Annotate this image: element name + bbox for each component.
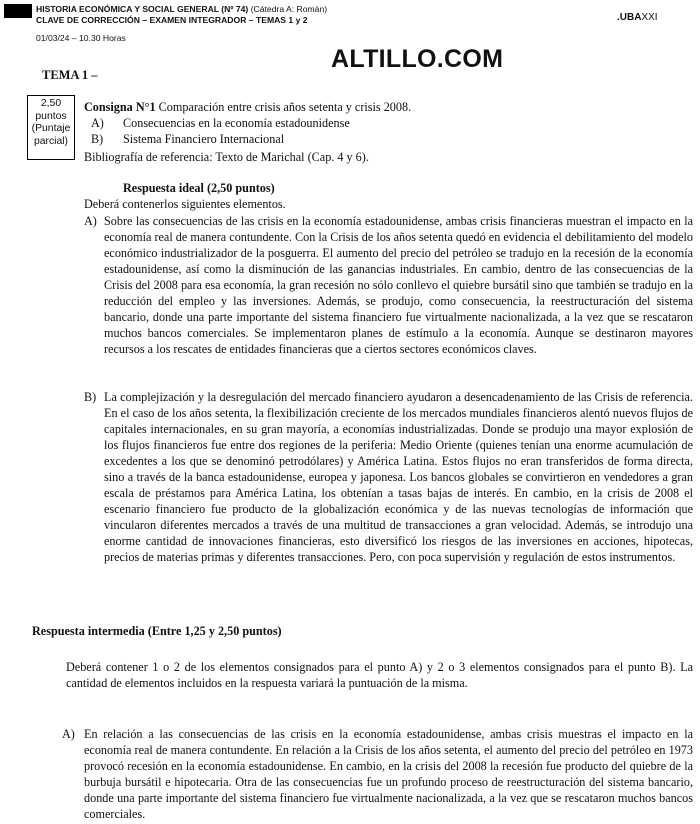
score-unit: puntos bbox=[35, 110, 67, 122]
score-value: 2,50 bbox=[40, 98, 62, 109]
uba-logo-light: XXI bbox=[641, 12, 658, 23]
score-box bbox=[27, 95, 75, 160]
header-subject-line bbox=[36, 4, 327, 14]
consigna-heading bbox=[84, 100, 411, 114]
intermedia-a-paragraph: En relación a las consecuencias de las crisis en la economía estadounidense, ambas crisis muestras el impacto en la economía real de manera contundente. En relación a la Crisis de los años setenta, el aumento del precio del petróleo en 1973 provocó recesión en la economía estadounidense. En cambio, en la crisis del 2008 la recesión fue producto del quiebre de la burbuja bursátil e hipotecaria. Otra de las consecuencias fue un profundo proceso de reestructuración del sistema bancario, donde una parte importante del sistema financiero fue virtualmente nacionalizada, a la vez que se rescataron muchos bancos comerciales. bbox=[84, 727, 693, 821]
ideal-b-paragraph: La complejización y la desregulación del mercado financiero ayudaron a desencadenamiento de las Crisis de referencia. En el caso de los años setenta, la flexibilización creciente de los mercados mundiales financieros alentó nuevos flujos de capitales internacionales, en su gran mayoría, a economías industrializadas. Donde se produjo una mayor explosión de los flujos financieros fue entre dos regiones de la periferia: Medio Oriente (quienes tenían una enorme acumulación de excedentes a los que se denominó petrodólares) y América Latina. Estos flujos no eran transferidos de forma directa, sino a través de la banca estadounidense, europea y japonesa. Los bancos globales se convirtieron en vendedores a gran escala de préstamos para América Latina, los obtenían a tasas bajas de interés. En cambio, en la crisis de 2008 el escenario financiero fue producto de la globalización económica y de las nuevas tecnologías de información que vincularon diferentes mercados a través de una multitud de transacciones a gran velocidad. Además, se introdujo una enorme cantidad de innovaciones financieras, esto diversificó los riesgos de las inversiones en acciones, hipotecas, precios de materias primas y diferentes transacciones. Pero, con poca supervisión y regulación de estos instrumentos. bbox=[104, 390, 693, 564]
subject-title: HISTORIA ECONÓMICA Y SOCIAL GENERAL (Nº 74) bbox=[36, 4, 249, 14]
respuesta-ideal-intro: Deberá contenerlos siguientes elementos. bbox=[84, 197, 286, 211]
tema-heading: TEMA 1 – bbox=[42, 68, 98, 82]
uba-logo bbox=[617, 12, 658, 23]
bibliography: Bibliografía de referencia: Texto de Marichal (Cap. 4 y 6). bbox=[84, 150, 369, 164]
respuesta-intermedia-title: Respuesta intermedia (Entre 1,25 y 2,50 puntos) bbox=[32, 624, 282, 638]
item-b-marker: B) bbox=[91, 132, 104, 146]
redaction-block bbox=[4, 4, 32, 18]
respuesta-ideal-title: Respuesta ideal (2,50 puntos) bbox=[123, 181, 275, 195]
item-a-marker: A) bbox=[91, 116, 104, 130]
intermedia-a-marker: A) bbox=[62, 727, 75, 741]
ideal-a-paragraph: Sobre las consecuencias de las crisis en la economía estadounidense, ambas crisis financieras muestran el impacto en la economía real de manera contundente. Con la Crisis de los años setenta quedó en evidencia el debilitamiento del modelo económico industrializador de la posguerra. El aumento del precio del petróleo se tradujo en la recesión de la economía estadounidense, así como la disminución de las ganancias industriales. En cambio, dentro de las consecuencias de la Crisis del 2008 para esa economía, la gran recesión no sólo conllevo el quiebre bursátil sino que también se tradujo en la reducción del empleo y las inversiones. Además, se produjo, como consecuencia, la reestructuración del sistema bancario, donde una parte importante del sistema financiero fue virtualmente nacionalizada, a la vez que se rescataron muchos bancos comerciales. Se implementaron planes de estímulo a la economía. Aunque se destinaron mayores recursos a los rescates de entidades financieras que a ciertos sectores económicos claves. bbox=[104, 214, 693, 356]
ideal-b-marker: B) bbox=[84, 390, 97, 404]
score-note-2: parcial) bbox=[33, 135, 69, 147]
consigna-label: Consigna N°1 bbox=[84, 100, 156, 114]
consigna-text: Comparación entre crisis años setenta y crisis 2008. bbox=[155, 100, 412, 114]
consigna-item-b bbox=[91, 132, 285, 146]
chair-name: (Cátedra A: Román) bbox=[250, 4, 328, 14]
score-note-1: (Puntaje bbox=[31, 123, 71, 134]
exam-datetime: 01/03/24 – 10.30 Horas bbox=[36, 33, 126, 43]
item-a-text: Consecuencias en la economía estadounidense bbox=[123, 116, 350, 130]
item-b-text: Sistema Financiero Internacional bbox=[123, 132, 285, 146]
ideal-a-marker: A) bbox=[84, 214, 97, 228]
watermark-title: ALTILLO.COM bbox=[331, 45, 504, 73]
exam-title: CLAVE DE CORRECCIÓN – EXAMEN INTEGRADOR – TEMAS 1 y 2 bbox=[36, 15, 308, 25]
consigna-item-a bbox=[91, 116, 350, 130]
uba-logo-bold: .UBA bbox=[617, 12, 642, 23]
respuesta-intermedia-intro: Deberá contener 1 o 2 de los elementos consignados para el punto A) y 2 o 3 elementos consignados para el punto B). La cantidad de elementos incluidos en la respuesta variará la puntuación de la misma. bbox=[66, 660, 693, 690]
